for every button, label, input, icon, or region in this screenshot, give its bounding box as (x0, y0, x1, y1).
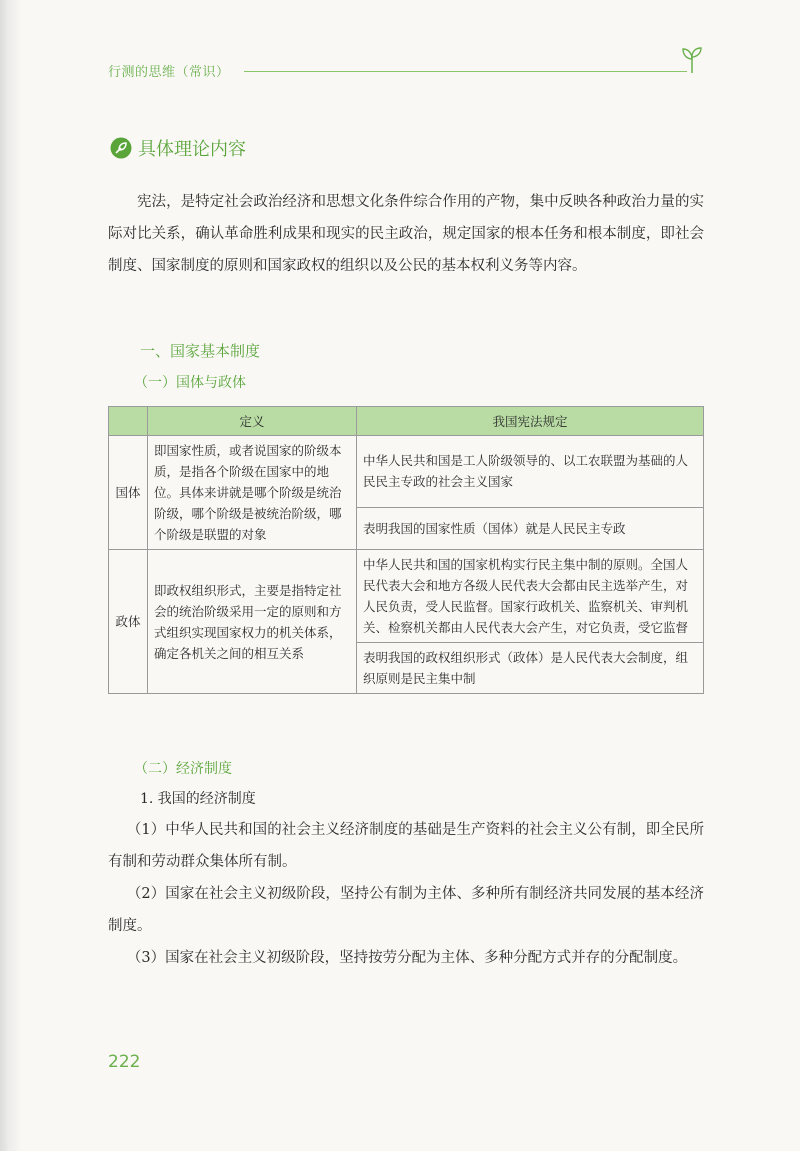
table-row (109, 550, 704, 643)
page-binding-shadow (0, 0, 22, 1151)
definition-cell: 即国家性质，或者说国家的阶级本质，是指各个阶级在国家中的地位。具体来讲就是哪个阶级是统治阶级，哪个阶级是被统治阶级，哪个阶级是联盟的对象 (148, 436, 357, 550)
table-header-definition: 定义 (148, 407, 357, 436)
list-item: （2）国家在社会主义初级阶段，坚持公有制为主体、多种所有制经济共同发展的基本经济制度。 (108, 886, 704, 934)
running-title: 行测的思维（常识） (108, 65, 230, 80)
list-item: （1）中华人民共和国的社会主义经济制度的基础是生产资料的社会主义公有制，即全民所有制和劳动群众集体所有制。 (108, 822, 704, 870)
row-label-guoti: 国体 (109, 436, 148, 550)
rule-cell: 中华人民共和国是工人阶级领导的、以工农联盟为基础的人民民主专政的社会主义国家 (357, 436, 704, 508)
intro-paragraph: 宪法，是特定社会政治经济和思想文化条件综合作用的产物，集中反映各种政治力量的实际对比关系，确认革命胜利成果和现实的民主政治，规定国家的根本任务和根本制度，即社会制度、国家制度的原则和国家政权的组织以及公民的基本权利义务等内容。 (108, 194, 704, 274)
section-title (110, 136, 246, 160)
section-title-text: 具体理论内容 (138, 139, 246, 160)
rule-cell: 表明我国的国家性质（国体）就是人民民主专政 (357, 507, 704, 549)
subheading-state-form: （一）国体与政体 (134, 375, 246, 391)
list-heading: 1. 我国的经济制度 (140, 791, 256, 807)
table-header-row (109, 407, 704, 436)
definition-cell: 即政权组织形式，主要是指特定社会的统治阶级采用一定的原则和方式组织实现国家权力的机关体系，确定各机关之间的相互关系 (148, 550, 357, 694)
table-header-blank (109, 407, 148, 436)
heading-state-basic-system: 一、国家基本制度 (140, 342, 261, 360)
rule-cell: 中华人民共和国的国家机构实行民主集中制的原则。全国人民代表大会和地方各级人民代表大会都由民主选举产生，对人民负责，受人民监督。国家行政机关、监察机关、审判机关、检察机关都由人民代表大会产生，对它负责，受它监督 (357, 550, 704, 643)
list-item: （3）国家在社会主义初级阶段，坚持按劳分配为主体、多种分配方式并存的分配制度。 (126, 950, 688, 966)
header-rule (244, 71, 687, 72)
sprout-icon (681, 46, 703, 74)
subheading-economic-system: （二）经济制度 (134, 761, 232, 777)
page-number: 222 (108, 1052, 141, 1072)
rule-cell: 表明我国的政权组织形式（政体）是人民代表大会制度，组织原则是民主集中制 (357, 643, 704, 694)
table-header-rules: 我国宪法规定 (357, 407, 704, 436)
state-system-table (108, 406, 704, 694)
running-header (108, 60, 703, 84)
table-row (109, 436, 704, 508)
row-label-zhengti: 政体 (109, 550, 148, 694)
leaf-circle-icon (110, 137, 132, 159)
